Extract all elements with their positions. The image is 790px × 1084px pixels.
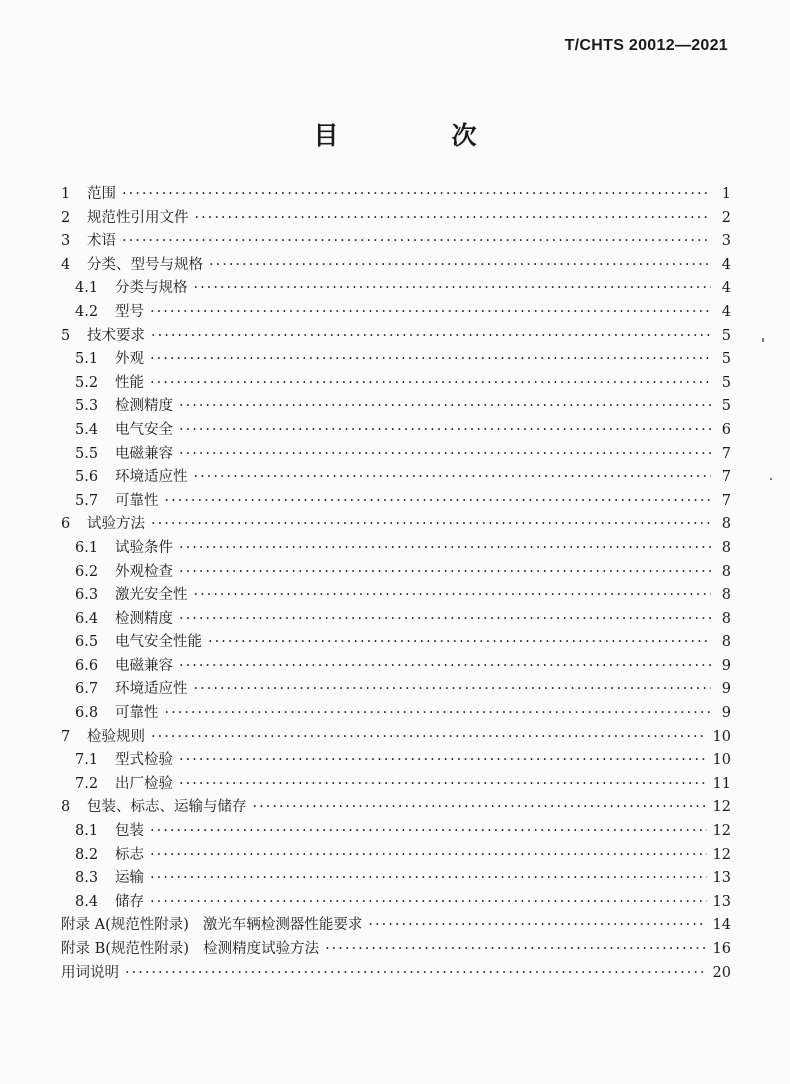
toc-entry-number: 4.1 <box>75 280 99 297</box>
toc-page-number: 12 <box>712 799 731 816</box>
toc-entry-title <box>115 867 144 891</box>
toc-entry-title-text: 附录 A(规范性附录) <box>61 917 189 934</box>
toc-page-number: 4 <box>721 303 731 320</box>
table-of-contents <box>61 183 731 985</box>
toc-page-number: 16 <box>712 941 731 957</box>
toc-entry-title-text: 电气安全 <box>115 421 173 438</box>
toc-page-number: 8 <box>721 610 731 627</box>
dot-leader <box>165 702 712 726</box>
toc-entry-title-text: 运输 <box>115 870 144 887</box>
dot-leader <box>368 914 706 938</box>
toc-entry[interactable] <box>61 230 731 254</box>
toc-entry-subtitle-text: 检测精度试验方法 <box>203 941 320 957</box>
standard-code: T/CHTS 20012—2021 <box>564 37 728 54</box>
toc-entry-title <box>115 277 188 301</box>
dot-leader <box>150 820 707 844</box>
toc-entry[interactable] <box>61 655 731 679</box>
dot-leader <box>122 183 711 207</box>
toc-entry-title-text: 试验条件 <box>115 539 173 556</box>
toc-entry-title-text: 可靠性 <box>115 492 159 509</box>
toc-entry-title-text: 型号 <box>115 303 144 320</box>
toc-page-number: 13 <box>712 893 731 910</box>
dot-leader <box>325 938 706 962</box>
dot-leader <box>179 419 711 443</box>
toc-entry-title <box>115 891 144 915</box>
dot-leader <box>253 796 707 820</box>
toc-entry[interactable] <box>61 443 731 467</box>
toc-entry-title-text: 外观检查 <box>115 563 173 580</box>
toc-entry-number: 4.2 <box>75 303 99 320</box>
toc-entry-title <box>115 395 173 419</box>
toc-entry-title <box>87 254 203 278</box>
toc-entry-number: 6.4 <box>75 610 99 627</box>
toc-entry[interactable] <box>61 678 731 702</box>
toc-entry-number: 4 <box>61 256 71 273</box>
toc-entry-title <box>115 490 159 514</box>
toc-entry-subtitle-text: 激光车辆检测器性能要求 <box>202 917 363 934</box>
toc-entry-number: 5.4 <box>75 421 99 438</box>
dot-leader <box>151 513 711 537</box>
dot-leader <box>179 773 707 797</box>
toc-entry-number: 5.2 <box>75 374 99 391</box>
dot-leader <box>194 678 712 702</box>
toc-entry-title <box>115 537 173 561</box>
toc-entry[interactable] <box>61 490 731 514</box>
toc-entry-title-text: 检验规则 <box>87 728 145 745</box>
toc-page-number: 6 <box>721 421 731 438</box>
toc-entry-title-text: 型式检验 <box>115 752 173 769</box>
toc-page-number: 2 <box>721 209 731 226</box>
toc-entry-title <box>115 372 144 396</box>
dot-leader <box>150 867 707 891</box>
toc-entry[interactable] <box>61 325 731 349</box>
toc-entry-number: 8.1 <box>75 823 99 840</box>
page-title: 目 次 <box>313 121 521 150</box>
dot-leader <box>150 301 711 325</box>
dot-leader <box>122 230 711 254</box>
toc-page-number: 12 <box>712 823 731 840</box>
dot-leader <box>208 631 711 655</box>
toc-entry-title <box>115 348 144 372</box>
dot-leader <box>150 372 711 396</box>
dot-leader <box>151 726 707 750</box>
toc-entry[interactable] <box>61 608 731 632</box>
toc-entry-title-text: 分类与规格 <box>115 280 188 297</box>
dot-leader <box>209 254 711 278</box>
toc-page-number: 8 <box>721 516 731 533</box>
toc-page-number: 11 <box>712 775 731 792</box>
toc-entry-number: 6.3 <box>75 587 99 604</box>
toc-page-number: 5 <box>721 374 731 391</box>
toc-page-number: 9 <box>721 705 731 722</box>
toc-entry[interactable] <box>61 914 731 938</box>
toc-entry[interactable] <box>61 726 731 750</box>
toc-entry-number: 5 <box>61 327 71 344</box>
toc-entry[interactable] <box>61 844 731 868</box>
toc-entry-number: 6.6 <box>75 657 99 674</box>
toc-entry-number: 8.3 <box>75 870 99 887</box>
toc-entry-number: 5.1 <box>75 351 99 368</box>
toc-entry-title-text: 激光安全性 <box>115 587 188 604</box>
toc-entry[interactable] <box>61 183 731 207</box>
toc-entry-number: 5.3 <box>75 398 99 415</box>
toc-page-number: 9 <box>721 657 731 674</box>
toc-page-number: 13 <box>712 870 731 887</box>
toc-page-number: 7 <box>721 469 731 486</box>
toc-page-number: 14 <box>712 917 731 934</box>
dot-leader <box>179 395 711 419</box>
toc-entry-title <box>115 608 173 632</box>
dot-leader <box>179 537 711 561</box>
toc-entry-title-text: 用词说明 <box>61 964 119 981</box>
toc-entry-number: 7.2 <box>75 775 99 792</box>
dot-leader <box>194 277 712 301</box>
toc-entry[interactable] <box>61 372 731 396</box>
toc-entry-title-text: 检测精度 <box>115 398 173 415</box>
toc-entry-number: 5.6 <box>75 469 99 486</box>
toc-entry-title-text: 性能 <box>115 374 144 391</box>
toc-entry-title <box>61 914 362 938</box>
toc-entry-title-text: 可靠性 <box>115 705 159 722</box>
toc-entry-title <box>115 443 173 467</box>
dot-leader <box>179 561 711 585</box>
toc-entry-number: 7.1 <box>75 752 99 769</box>
toc-page-number: 7 <box>721 445 731 462</box>
toc-page-number: 1 <box>721 186 731 202</box>
toc-entry[interactable] <box>61 537 731 561</box>
toc-entry[interactable] <box>61 301 731 325</box>
dot-leader <box>165 490 712 514</box>
toc-entry-number: 3 <box>61 233 71 250</box>
toc-entry-title-text: 包装、标志、运输与储存 <box>87 799 247 816</box>
toc-entry[interactable] <box>61 419 731 443</box>
toc-entry[interactable] <box>61 867 731 891</box>
toc-page-number: 9 <box>721 681 731 698</box>
toc-entry[interactable] <box>61 891 731 915</box>
toc-page-number: 8 <box>721 563 731 580</box>
toc-entry-title-text: 电磁兼容 <box>115 445 173 462</box>
toc-entry-title-text: 环境适应性 <box>115 469 188 486</box>
toc-entry-title-text: 分类、型号与规格 <box>87 256 203 273</box>
dot-leader <box>179 608 711 632</box>
toc-entry-number: 5.7 <box>75 492 99 509</box>
toc-page-number: 8 <box>721 634 731 651</box>
toc-page-number: 10 <box>712 728 731 745</box>
toc-entry-title-text: 储存 <box>115 893 144 910</box>
dot-leader <box>151 325 711 349</box>
toc-entry-title <box>115 301 144 325</box>
toc-entry-title-text: 环境适应性 <box>115 681 188 698</box>
dot-leader <box>179 443 711 467</box>
toc-entry-title <box>61 938 319 962</box>
toc-entry[interactable] <box>61 631 731 655</box>
toc-entry-number: 5.5 <box>75 445 99 462</box>
toc-entry-title-text: 技术要求 <box>87 327 145 344</box>
toc-entry-title-text: 检测精度 <box>115 610 173 627</box>
toc-entry-title <box>61 962 119 986</box>
dot-leader <box>150 891 707 915</box>
toc-entry[interactable] <box>61 207 731 231</box>
toc-entry-title <box>115 631 202 655</box>
toc-entry-title-text: 电气安全性能 <box>115 634 202 651</box>
toc-entry-number: 6 <box>61 516 71 533</box>
toc-entry-title-text: 试验方法 <box>87 516 145 533</box>
toc-entry-title <box>115 702 159 726</box>
toc-page-number: 4 <box>721 256 731 273</box>
toc-entry-title-text: 外观 <box>115 351 144 368</box>
toc-page-number: 12 <box>712 846 731 863</box>
toc-entry[interactable] <box>61 277 731 301</box>
toc-entry[interactable] <box>61 561 731 585</box>
dot-leader <box>125 962 707 986</box>
toc-entry-title <box>115 773 173 797</box>
toc-entry-number: 1 <box>61 186 71 202</box>
toc-entry-title <box>87 207 189 231</box>
toc-entry-title-text: 出厂检验 <box>115 775 173 792</box>
scan-speck <box>762 338 764 342</box>
toc-entry[interactable] <box>61 584 731 608</box>
toc-entry-number: 8 <box>61 799 71 816</box>
toc-entry-title-text: 电磁兼容 <box>115 657 173 674</box>
toc-entry[interactable] <box>61 773 731 797</box>
toc-entry-title-text: 包装 <box>115 823 144 840</box>
toc-entry[interactable] <box>61 749 731 773</box>
dot-leader <box>194 466 712 490</box>
toc-entry-number: 8.2 <box>75 846 99 863</box>
toc-entry[interactable] <box>61 348 731 372</box>
toc-entry-title <box>115 844 144 868</box>
toc-entry-title <box>87 183 116 207</box>
toc-page-number: 20 <box>712 964 731 981</box>
toc-page-number: 5 <box>721 351 731 368</box>
toc-entry-title <box>87 726 145 750</box>
dot-leader <box>195 207 712 231</box>
toc-entry-title <box>115 820 144 844</box>
toc-page-number: 3 <box>721 233 731 250</box>
dot-leader <box>179 749 707 773</box>
toc-entry-title <box>115 749 173 773</box>
toc-page-number: 5 <box>721 327 731 344</box>
toc-entry-number: 7 <box>61 728 71 745</box>
toc-page-number: 8 <box>721 539 731 556</box>
toc-entry-title <box>87 230 116 254</box>
toc-entry-title <box>115 419 173 443</box>
toc-entry-title <box>115 678 188 702</box>
toc-entry[interactable] <box>61 796 731 820</box>
toc-page-number: 4 <box>721 280 731 297</box>
toc-entry-title-text: 范围 <box>87 186 116 202</box>
toc-entry-number: 6.1 <box>75 539 99 556</box>
dot-leader <box>150 348 711 372</box>
toc-entry-number: 6.8 <box>75 705 99 722</box>
toc-entry-title-text: 附录 B(规范性附录) <box>61 941 190 957</box>
toc-entry-title-text: 术语 <box>87 233 116 250</box>
toc-entry[interactable] <box>61 820 731 844</box>
toc-entry[interactable] <box>61 466 731 490</box>
toc-entry-title-text: 标志 <box>115 846 144 863</box>
toc-entry-number: 6.2 <box>75 563 99 580</box>
toc-entry-title <box>87 325 145 349</box>
toc-entry-number: 2 <box>61 209 71 226</box>
scan-speck <box>770 478 772 480</box>
dot-leader <box>179 655 711 679</box>
toc-page-number: 10 <box>712 752 731 769</box>
toc-entry[interactable] <box>61 962 731 986</box>
dot-leader <box>150 844 707 868</box>
toc-page-number: 5 <box>721 398 731 415</box>
toc-entry-title <box>87 513 145 537</box>
toc-entry[interactable] <box>61 513 731 537</box>
toc-entry[interactable] <box>61 938 731 962</box>
toc-entry-title <box>115 655 173 679</box>
toc-entry-number: 6.5 <box>75 634 99 651</box>
toc-entry[interactable] <box>61 702 731 726</box>
toc-entry-number: 6.7 <box>75 681 99 698</box>
toc-page-number: 7 <box>721 492 731 509</box>
dot-leader <box>194 584 712 608</box>
toc-entry-title <box>115 561 173 585</box>
toc-entry-title <box>115 584 188 608</box>
toc-entry-title-text: 规范性引用文件 <box>87 209 189 226</box>
toc-page-number: 8 <box>721 587 731 604</box>
toc-entry-title <box>87 796 247 820</box>
toc-entry-title <box>115 466 188 490</box>
toc-entry-number: 8.4 <box>75 893 99 910</box>
toc-entry[interactable] <box>61 395 731 419</box>
toc-entry[interactable] <box>61 254 731 278</box>
